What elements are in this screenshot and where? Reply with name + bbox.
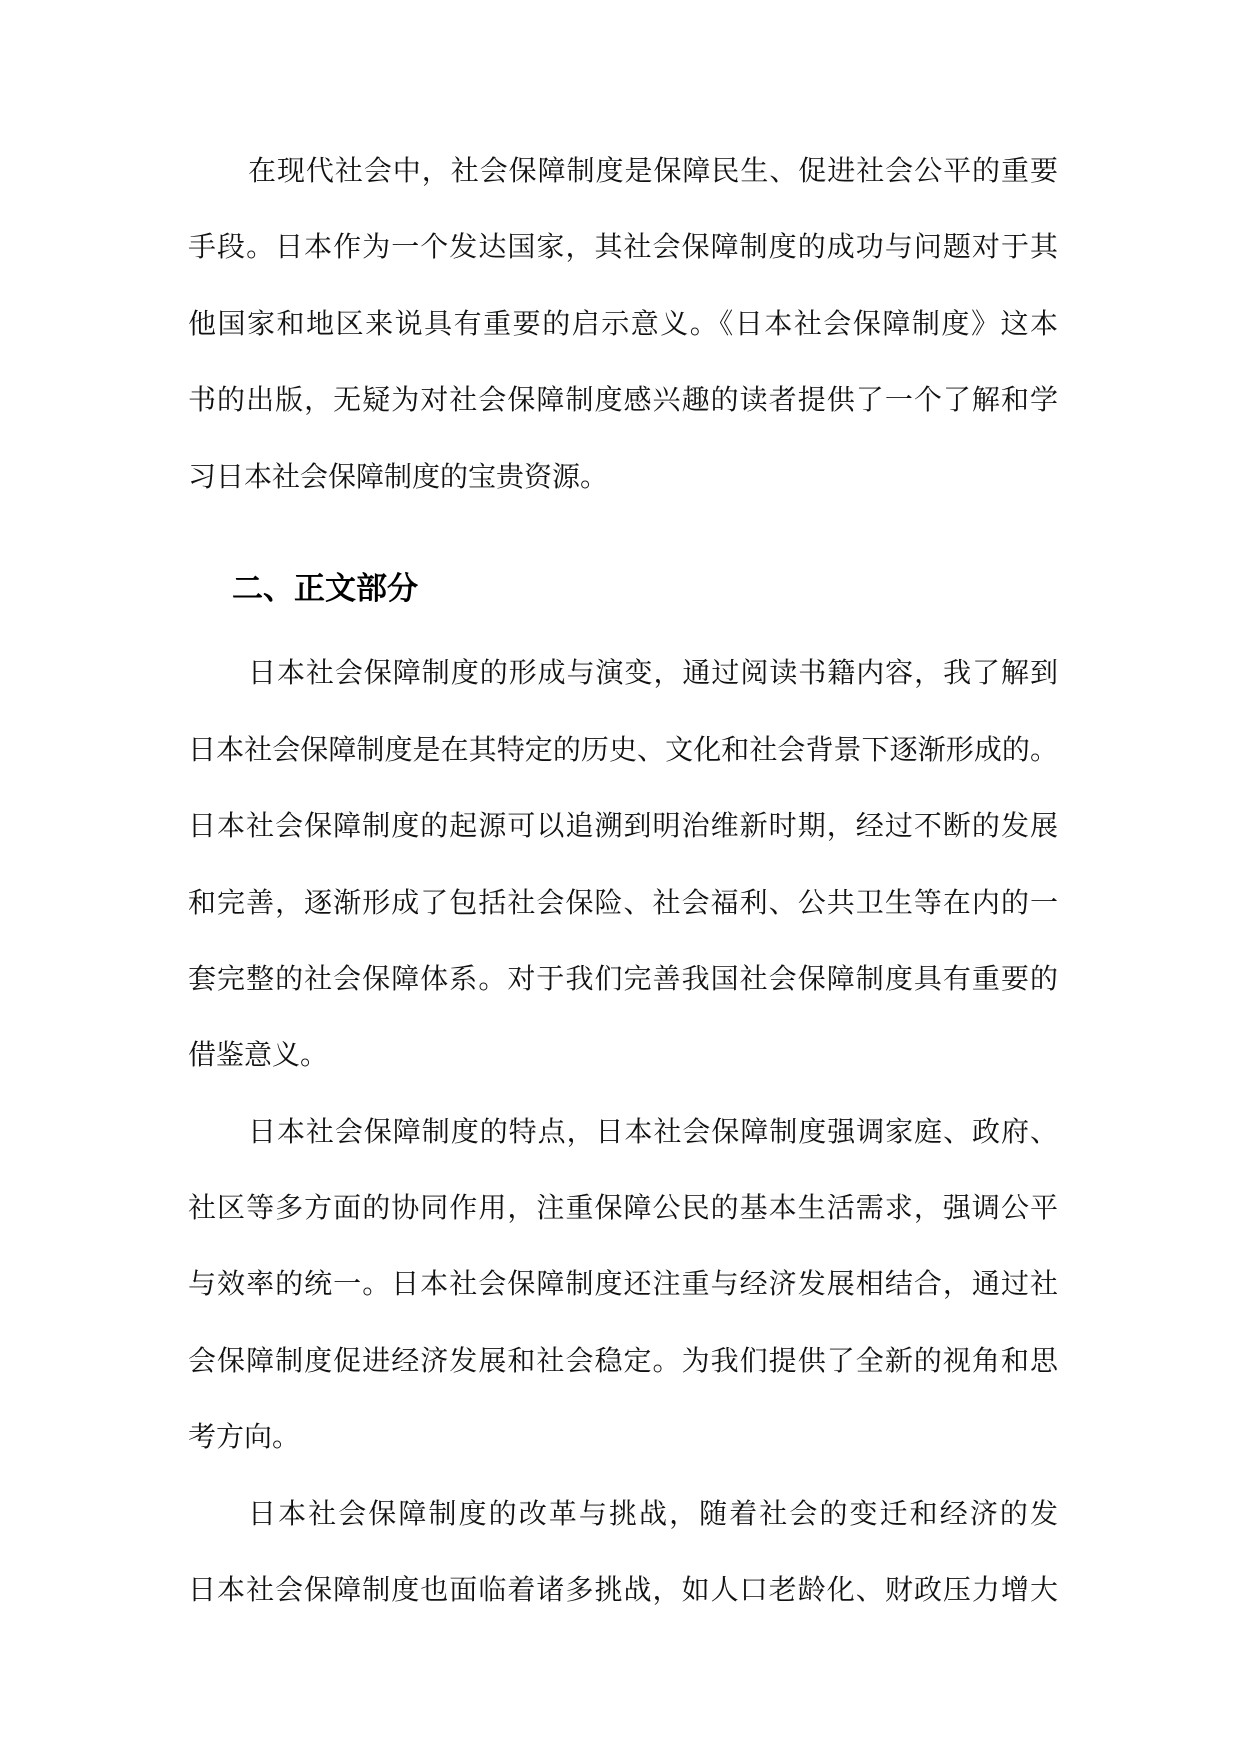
text-line: 日本社会保障制度是在其特定的历史、文化和社会背景下逐渐形成的。 [188, 732, 1058, 766]
text-line: 日本社会保障制度的形成与演变，通过阅读书籍内容，我了解到 [248, 656, 1058, 690]
section-heading: 二、正文部分 [232, 570, 418, 607]
text-line: 与效率的统一。日本社会保障制度还注重与经济发展相结合，通过社 [188, 1267, 1058, 1301]
document-body [188, 133, 1058, 1628]
body-paragraph [188, 635, 1058, 1093]
text-line: 借鉴意义。 [188, 1038, 329, 1072]
text-line: 考方向。 [188, 1420, 301, 1454]
body-paragraph [188, 1476, 1058, 1629]
text-line: 套完整的社会保障体系。对于我们完善我国社会保障制度具有重要的 [188, 961, 1058, 995]
text-line: 在现代社会中，社会保障制度是保障民生、促进社会公平的重要 [248, 154, 1058, 187]
text-line: 他国家和地区来说具有重要的启示意义。《日本社会保障制度》这本 [188, 306, 1058, 340]
text-line: 和完善，逐渐形成了包括社会保险、社会福利、公共卫生等在内的一 [188, 885, 1058, 919]
text-line: 会保障制度促进经济发展和社会稳定。为我们提供了全新的视角和思 [188, 1343, 1058, 1377]
text-line: 日本社会保障制度的起源可以追溯到明治维新时期，经过不断的发展 [188, 809, 1058, 843]
text-line: 手段。日本作为一个发达国家，其社会保障制度的成功与问题对于其 [188, 230, 1058, 264]
text-line: 日本社会保障制度的改革与挑战，随着社会的变迁和经济的发 [248, 1496, 1058, 1530]
text-line: 书的出版，无疑为对社会保障制度感兴趣的读者提供了一个了解和学 [188, 383, 1058, 417]
text-line: 日本社会保障制度的特点，日本社会保障制度强调家庭、政府、 [248, 1114, 1058, 1148]
body-paragraph [188, 1094, 1058, 1476]
intro-paragraph [188, 133, 1058, 515]
text-line: 习日本社会保障制度的宝贵资源。 [188, 459, 609, 493]
text-line: 社区等多方面的协同作用，注重保障公民的基本生活需求，强调公平 [188, 1191, 1058, 1225]
text-line: 日本社会保障制度也面临着诸多挑战，如人口老龄化、财政压力增大 [188, 1573, 1058, 1607]
